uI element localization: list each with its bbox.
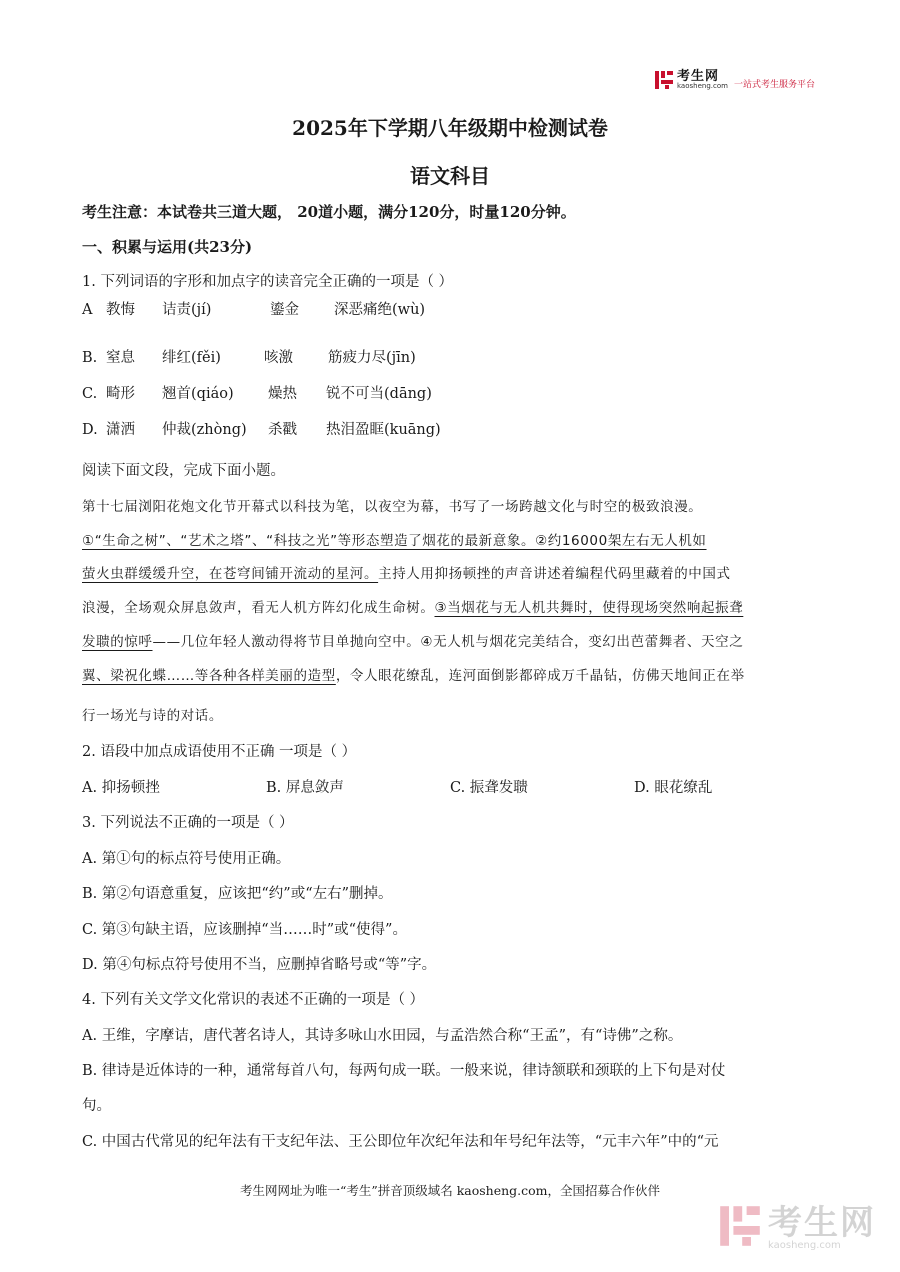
watermark-name: 考生网	[768, 1202, 876, 1243]
question-4-stem: 4. 下列有关文学文化常识的表述不正确的一项是（ ）	[82, 992, 425, 1008]
kaosheng-watermark-icon	[718, 1204, 762, 1252]
passage-line	[82, 706, 820, 726]
question-2-option-d: D. 眼花缭乱	[634, 780, 713, 796]
question-3-option-d: D. 第④句标点符号使用不当，应删掉省略号或“等”字。	[82, 957, 437, 973]
passage-text: ，令人眼花缭乱，连河面倒影都碎成万千晶钻，仿佛天地间正在举	[335, 668, 745, 684]
question-4-option-b: B. 律诗是近体诗的一种，通常每首八句，每两句成一联。一般来说，律诗颔联和颈联的上下句是对仗	[82, 1063, 726, 1079]
option-item: 诘责(jí)	[162, 302, 212, 318]
passage-line	[82, 497, 820, 517]
passage-text: 浪漫，全场观众屏息敛声，看无人机方阵幻化成生命树。	[82, 600, 435, 616]
question-2-stem: 2. 语段中加点成语使用不正确 一项是（ ）	[82, 744, 357, 760]
passage-line	[82, 531, 820, 551]
option-item: 筋疲力尽(jīn)	[328, 350, 416, 366]
watermark-logo	[718, 1204, 876, 1252]
option-label: A	[82, 302, 93, 318]
question-4-option-b-cont: 句。	[82, 1098, 111, 1114]
question-2-option-c: C. 振聋发聩	[450, 780, 528, 796]
passage-line	[82, 564, 820, 584]
question-3-option-c: C. 第③句缺主语，应该删掉“当……时”或“使得”。	[82, 922, 407, 938]
brand-domain: kaosheng.com	[677, 82, 728, 90]
question-3-stem: 3. 下列说法不正确的一项是（ ）	[82, 815, 294, 831]
passage-text: 主持人用抑扬顿挫的声音讲述着编程代码里藏着的中国式	[378, 566, 731, 582]
option-item: 畸形	[106, 386, 135, 402]
passage-underlined: ③当烟花与无人机共舞时，使得现场突然响起振聋	[434, 600, 744, 616]
option-item: 深恶痛绝(wù)	[334, 302, 426, 318]
passage-underlined: 萤火虫群缓缓升空，在苍穹间铺开流动的星河。	[82, 566, 379, 582]
question-3-option-b: B. 第②句语意重复，应该把“约”或“左右”删掉。	[82, 886, 393, 902]
passage-text: ——几位年轻人激动得将节目单抛向空中。④无人机与烟花完美结合，变幻出芭蕾舞者、天空之	[152, 634, 744, 650]
option-item: 潇洒	[106, 422, 135, 438]
exam-title: 2025年下学期八年级期中检测试卷	[292, 116, 608, 140]
option-item: 燥热	[268, 386, 297, 402]
passage-text: 行一场光与诗的对话。	[82, 708, 223, 724]
option-label: C.	[82, 386, 98, 402]
exam-notice: 考生注意：本试卷共三道大题， 20道小题，满分120分，时量120分钟。	[82, 203, 576, 221]
question-3-option-a: A. 第①句的标点符号使用正确。	[82, 851, 291, 867]
option-item: 翘首(qiáo)	[162, 386, 234, 402]
kaosheng-logo-icon	[654, 70, 674, 90]
section-heading: 一、积累与运用(共23分)	[82, 238, 253, 256]
brand-logo	[654, 70, 815, 90]
option-item: 锐不可当(dāng)	[326, 386, 432, 402]
option-item: 仲裁(zhòng)	[162, 422, 247, 438]
footer-text: 考生网网址为唯一“考生”拼音顶级域名 kaosheng.com，全国招募合作伙伴	[239, 1183, 661, 1198]
option-item: 鎏金	[270, 302, 299, 318]
passage-underlined: ①“生命之树”、“艺术之塔”、“科技之光”等形态塑造了烟花的最新意象。②约16000架左右无人机如	[82, 533, 707, 549]
question-2-option-b: B. 屏息敛声	[266, 780, 344, 796]
passage-text: 第十七届浏阳花炮文化节开幕式以科技为笔，以夜空为幕，书写了一场跨越文化与时空的极致浪漫。	[82, 499, 703, 515]
option-item: 教悔	[106, 302, 135, 318]
option-item: 咳激	[264, 350, 293, 366]
watermark-domain: kaosheng.com	[768, 1239, 841, 1251]
option-label: B.	[82, 350, 98, 366]
option-item: 热泪盈眶(kuāng)	[326, 422, 441, 438]
passage-underlined: 翼、梁祝化蝶……等各种各样美丽的造型	[82, 668, 336, 684]
option-item: 窒息	[106, 350, 135, 366]
passage-line	[82, 632, 820, 652]
exam-subject: 语文科目	[410, 164, 490, 188]
option-item: 绯红(fěi)	[162, 350, 221, 366]
passage-underlined: 发聩的惊呼	[82, 634, 153, 650]
question-2-option-a: A. 抑扬顿挫	[82, 780, 160, 796]
reading-intro: 阅读下面文段，完成下面小题。	[82, 463, 285, 479]
question-4-option-c: C. 中国古代常见的纪年法有干支纪年法、王公即位年次纪年法和年号纪年法等，“元丰六年”中的“元	[82, 1134, 719, 1150]
question-4-option-a: A. 王维，字摩诘，唐代著名诗人，其诗多咏山水田园，与孟浩然合称“王孟”，有“诗佛”之称。	[82, 1028, 683, 1044]
option-item: 杀戳	[268, 422, 297, 438]
question-1-stem: 1. 下列词语的字形和加点字的读音完全正确的一项是（ ）	[82, 274, 454, 290]
passage-line	[82, 666, 820, 686]
brand-slogan: 一站式考生服务平台	[733, 79, 815, 90]
brand-name: 考生网	[677, 69, 720, 84]
passage-line	[82, 598, 820, 618]
option-label: D.	[82, 422, 98, 438]
